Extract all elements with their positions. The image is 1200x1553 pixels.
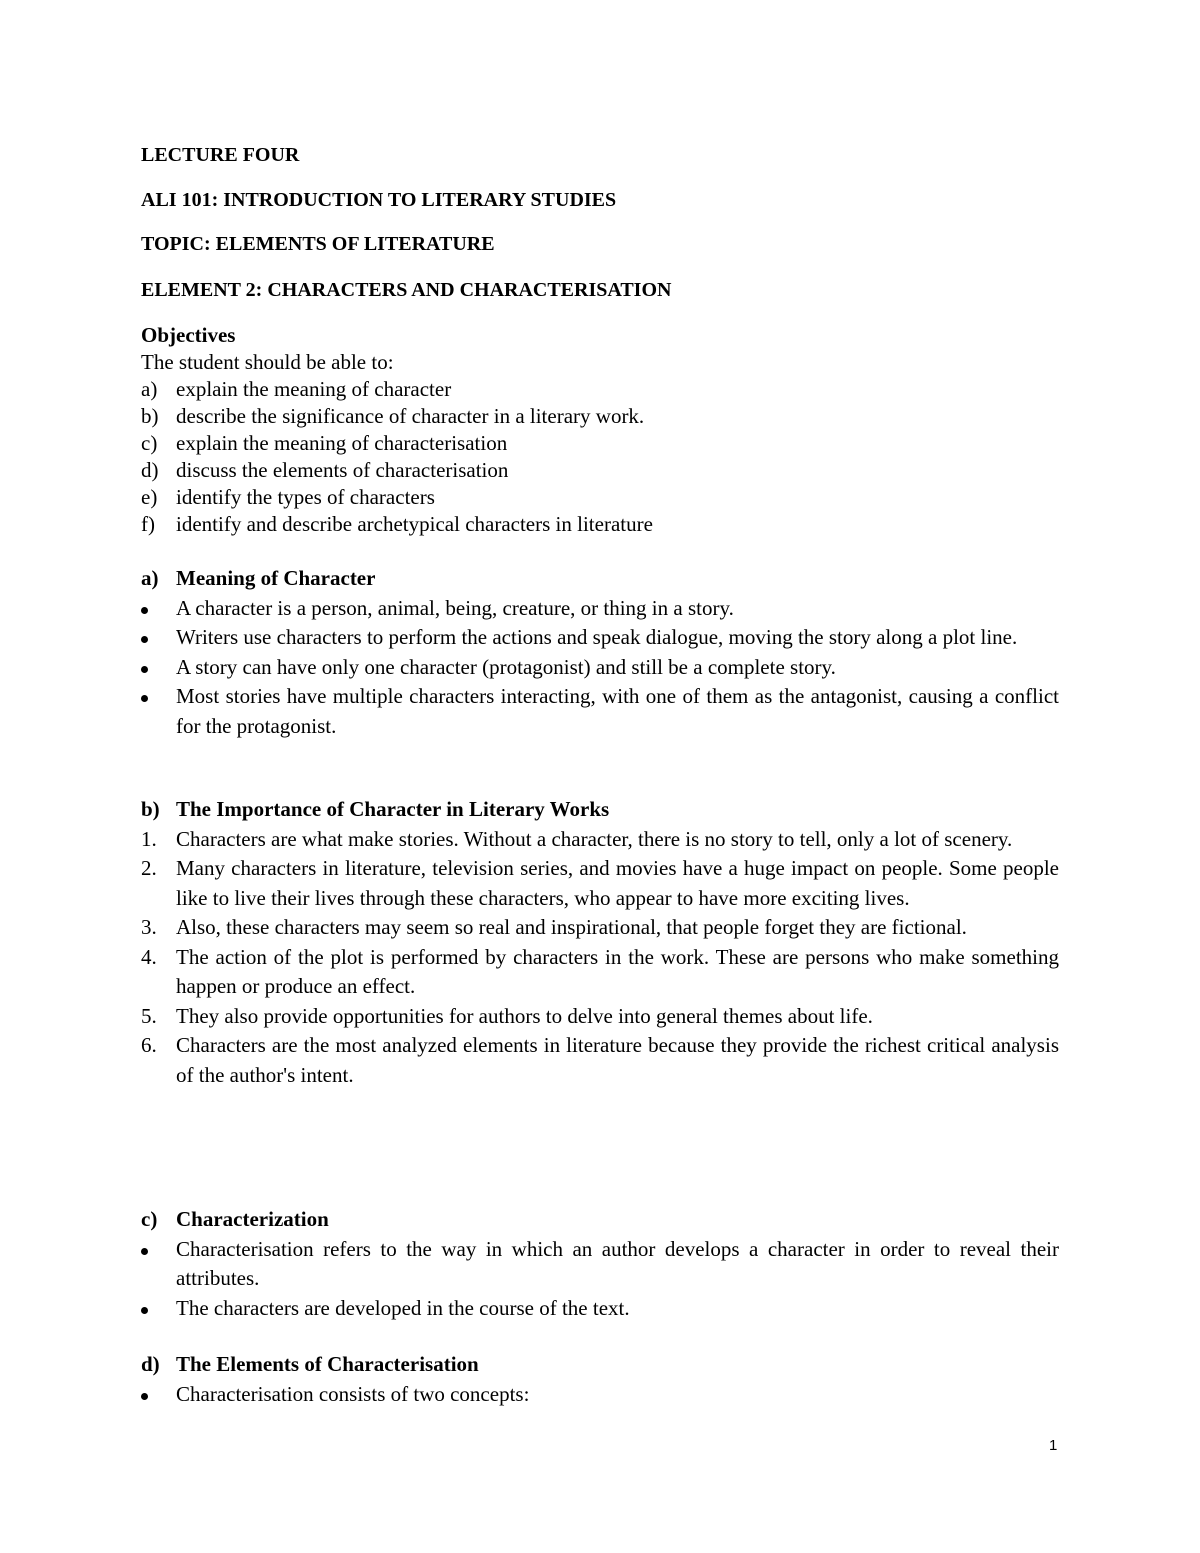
- objective-text: explain the meaning of characterisation: [176, 431, 508, 455]
- item-text: Also, these characters may seem so real and inspirational, that people forget they are fictional.: [176, 915, 967, 939]
- section-marker: d): [141, 1352, 160, 1376]
- objective-text: identify the types of characters: [176, 485, 435, 509]
- bullet-item: [141, 623, 1059, 653]
- item-number: 6.: [141, 1033, 157, 1057]
- numbered-item: [141, 1002, 1059, 1032]
- section-characterization: [141, 1205, 1059, 1323]
- section-meaning-of-character: [141, 564, 1059, 741]
- bullet-icon: [141, 1393, 148, 1400]
- section-title: The Importance of Character in Literary Works: [176, 797, 610, 821]
- bullet-text: Characterisation refers to the way in which an author develops a character in order to reveal their attributes.: [176, 1236, 1059, 1290]
- item-number: 4.: [141, 944, 157, 969]
- section-title: The Elements of Characterisation: [176, 1352, 479, 1376]
- bullet-icon: [141, 636, 148, 643]
- objective-marker: d): [141, 458, 159, 482]
- section-marker: c): [141, 1207, 158, 1231]
- bullet-text: Characterisation consists of two concepts:: [176, 1381, 530, 1406]
- numbered-item: [141, 913, 1059, 943]
- bullet-item: [141, 1294, 1059, 1324]
- bullet-text: A character is a person, animal, being, creature, or thing in a story.: [176, 595, 734, 620]
- numbered-item: [141, 825, 1059, 855]
- item-text: Characters are what make stories. Without a character, there is no story to tell, only a lot of scenery.: [176, 826, 1013, 851]
- objective-marker: e): [141, 485, 158, 509]
- section-heading: [141, 564, 1059, 594]
- item-number: 1.: [141, 826, 157, 851]
- objectives-title: Objectives: [141, 323, 236, 347]
- section-heading: [141, 1205, 1059, 1235]
- page-number: 1: [1049, 1437, 1058, 1454]
- bullet-text: A story can have only one character (protagonist) and still be a complete story.: [176, 654, 836, 679]
- objective-item: [141, 430, 1059, 457]
- objective-item: [141, 457, 1059, 484]
- bullet-icon: [141, 666, 148, 673]
- bullet-icon: [141, 1307, 148, 1314]
- section-marker: a): [141, 566, 159, 590]
- item-text: Characters are the most analyzed elements in literature because they provide the richest critical analysis of the author's intent.: [176, 1033, 1059, 1087]
- lecture-heading: LECTURE FOUR: [141, 144, 300, 166]
- objective-marker: a): [141, 377, 158, 401]
- bullet-item: [141, 1235, 1059, 1294]
- topic-heading: TOPIC: ELEMENTS OF LITERATURE: [141, 233, 495, 255]
- bullet-item: [141, 1380, 1059, 1410]
- bullet-item: [141, 682, 1059, 741]
- bullet-icon: [141, 695, 148, 702]
- objectives-intro: The student should be able to:: [141, 350, 394, 374]
- bullet-text: Most stories have multiple characters interacting, with one of them as the antagonist, causing a conflict for the protagonist.: [176, 684, 1059, 738]
- section-heading: [141, 795, 1059, 825]
- section-heading: [141, 1350, 1059, 1380]
- bullet-item: [141, 653, 1059, 683]
- numbered-item: [141, 1031, 1059, 1090]
- item-number: 2.: [141, 856, 157, 880]
- item-text: The action of the plot is performed by characters in the work. These are persons who make something happen or produce an effect.: [176, 944, 1059, 998]
- section-elements-of-characterisation: [141, 1350, 1059, 1409]
- objective-text: identify and describe archetypical characters in literature: [176, 512, 653, 536]
- bullet-item: [141, 594, 1059, 624]
- objective-item: [141, 376, 1059, 403]
- objective-item: [141, 403, 1059, 430]
- objective-text: explain the meaning of character: [176, 377, 452, 401]
- objectives-block: [141, 322, 1059, 538]
- section-marker: b): [141, 797, 160, 821]
- objective-item: [141, 484, 1059, 511]
- bullet-text: The characters are developed in the course of the text.: [176, 1295, 630, 1320]
- item-text: Many characters in literature, television series, and movies have a huge impact on people. Some people like to live their lives through these characters, who appear to have more exciting lives.: [176, 856, 1059, 910]
- objective-item: [141, 511, 1059, 538]
- item-number: 3.: [141, 915, 157, 939]
- section-title: Meaning of Character: [176, 566, 376, 590]
- objective-marker: b): [141, 404, 159, 428]
- objective-text: discuss the elements of characterisation: [176, 458, 509, 482]
- item-text: They also provide opportunities for authors to delve into general themes about life.: [176, 1003, 873, 1028]
- element-heading: ELEMENT 2: CHARACTERS AND CHARACTERISATION: [141, 279, 672, 301]
- numbered-item: [141, 854, 1059, 913]
- objective-marker: f): [141, 512, 155, 536]
- bullet-icon: [141, 607, 148, 614]
- numbered-item: [141, 943, 1059, 1002]
- objective-text: describe the significance of character in a literary work.: [176, 404, 645, 428]
- item-number: 5.: [141, 1003, 157, 1028]
- section-importance-of-character: [141, 795, 1059, 1090]
- section-title: Characterization: [176, 1207, 329, 1231]
- bullet-text: Writers use characters to perform the actions and speak dialogue, moving the story along a plot line.: [176, 625, 1018, 649]
- objective-marker: c): [141, 431, 158, 455]
- course-heading: ALI 101: INTRODUCTION TO LITERARY STUDIES: [141, 189, 617, 211]
- bullet-icon: [141, 1248, 148, 1255]
